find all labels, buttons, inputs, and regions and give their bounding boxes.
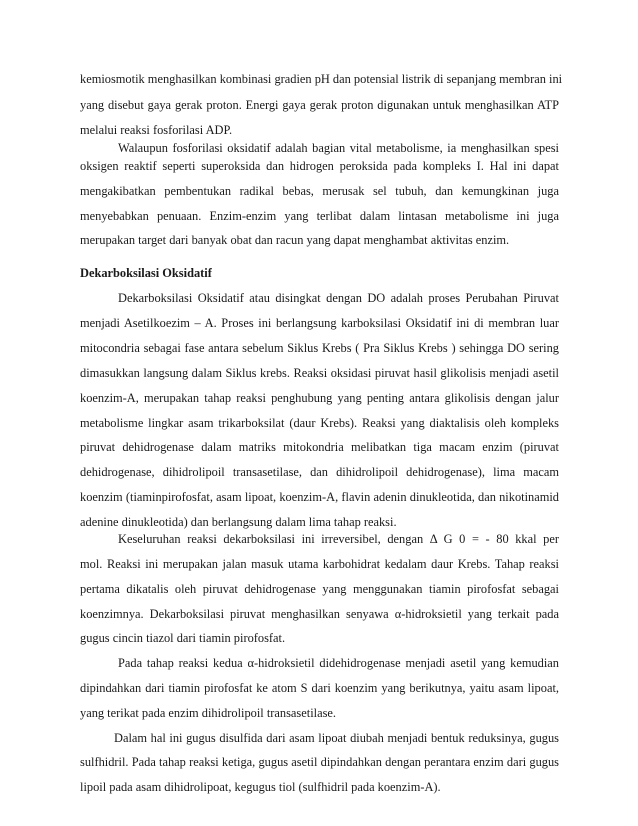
text-line: sulfhidril. Pada tahap reaksi ketiga, gugus asetil dipindahkan dengan perantara enzim dari gugus — [80, 755, 559, 769]
text-line: koenzim (tiaminpirofosfat, asam lipoat, koenzim-A, flavin adenin dinukleotida, dan nikotinamid — [80, 490, 559, 504]
text-line: dimasukkan langsung dalam Siklus krebs. Reaksi oksidasi piruvat hasil glikolisis menjadi asetil — [80, 366, 559, 380]
text-line: lipoil pada asam dihidrolipoat, kegugus tiol (sulfhidril pada koenzim-A). — [80, 780, 441, 794]
text-line: dipindahkan dari tiamin pirofosfat ke atom S dari koenzim yang berikutnya, yaitu asam lipoat, — [80, 681, 559, 695]
text-line: Walaupun fosforilasi oksidatif adalah bagian vital metabolisme, ia menghasilkan spesi — [118, 141, 559, 155]
text-line: koenzim-A, merupakan tahap reaksi penghubung yang penting antara glikolisis dengan jalur — [80, 391, 559, 405]
text-line: adenine dinukleotida) dan berlangsung dalam lima tahap reaksi. — [80, 515, 397, 529]
text-line: pertama dikatalis oleh piruvat dehidrogenase yang menggunakan tiamin pirofosfat sebagai — [80, 582, 559, 596]
text-line: piruvat dehidrogenase dalam matriks mitokondria melibatkan tiga macam enzim (piruvat — [80, 440, 559, 454]
text-line: oksigen reaktif seperti superoksida dan hidrogen peroksida pada kompleks I. Hal ini dapat — [80, 159, 559, 173]
text-line: kemiosmotik menghasilkan kombinasi gradien pH dan potensial listrik di sepanjang membran ini — [80, 72, 563, 86]
text-line: merupakan target dari banyak obat dan racun yang dapat menghambat aktivitas enzim. — [80, 233, 510, 247]
text-line: yang terikat pada enzim dihidrolipoil transasetilase. — [80, 706, 336, 720]
text-line: metabolisme lingkar asam trikarboksilat (daur Krebs). Reaksi yang diaktalisis oleh kompleks — [80, 416, 559, 430]
text-line: menyebabkan penuaan. Enzim-enzim yang terlibat dalam lintasan metabolisme ini juga — [80, 209, 559, 223]
text-line: Pada tahap reaksi kedua α-hidroksietil didehidrogenase menjadi asetil yang kemudian — [118, 656, 559, 670]
text-line: dehidrogenase, dihidrolipoil transasetilase, dan dihidrolipoil dehidrogenase), lima macam — [80, 465, 559, 479]
text-line: mol. Reaksi ini merupakan jalan masuk utama karbohidrat kedalam daur Krebs. Tahap reaksi — [80, 557, 559, 571]
text-line: Keseluruhan reaksi dekarboksilasi ini irreversibel, dengan Δ G 0 = - 80 kkal per — [118, 532, 559, 546]
text-line: mitocondria sebagai fase antara sebelum Siklus Krebs ( Pra Siklus Krebs ) sehingga DO sering — [80, 341, 559, 355]
section-heading: Dekarboksilasi Oksidatif — [80, 266, 212, 280]
text-line: menjadi Asetilkoezim – A. Proses ini berlangsung karboksilasi Oksidatif ini di membran luar — [80, 316, 559, 330]
text-line: gugus cincin tiazol dari tiamin pirofosfat. — [80, 631, 286, 645]
text-line: Dekarboksilasi Oksidatif atau disingkat dengan DO adalah proses Perubahan Piruvat — [118, 291, 559, 305]
text-line: yang disebut gaya gerak proton. Energi gaya gerak proton digunakan untuk menghasilkan ATP — [80, 98, 559, 112]
text-line: Dalam hal ini gugus disulfida dari asam lipoat diubah menjadi bentuk reduksinya, gugus — [114, 731, 559, 745]
text-line: mengakibatkan pembentukan radikal bebas, merusak sel tubuh, dan kemungkinan juga — [80, 184, 559, 198]
text-line: melalui reaksi fosforilasi ADP. — [80, 123, 233, 137]
text-line: koenzimnya. Dekarboksilasi piruvat menghasilkan senyawa α-hidroksietil yang terkait pada — [80, 607, 559, 621]
